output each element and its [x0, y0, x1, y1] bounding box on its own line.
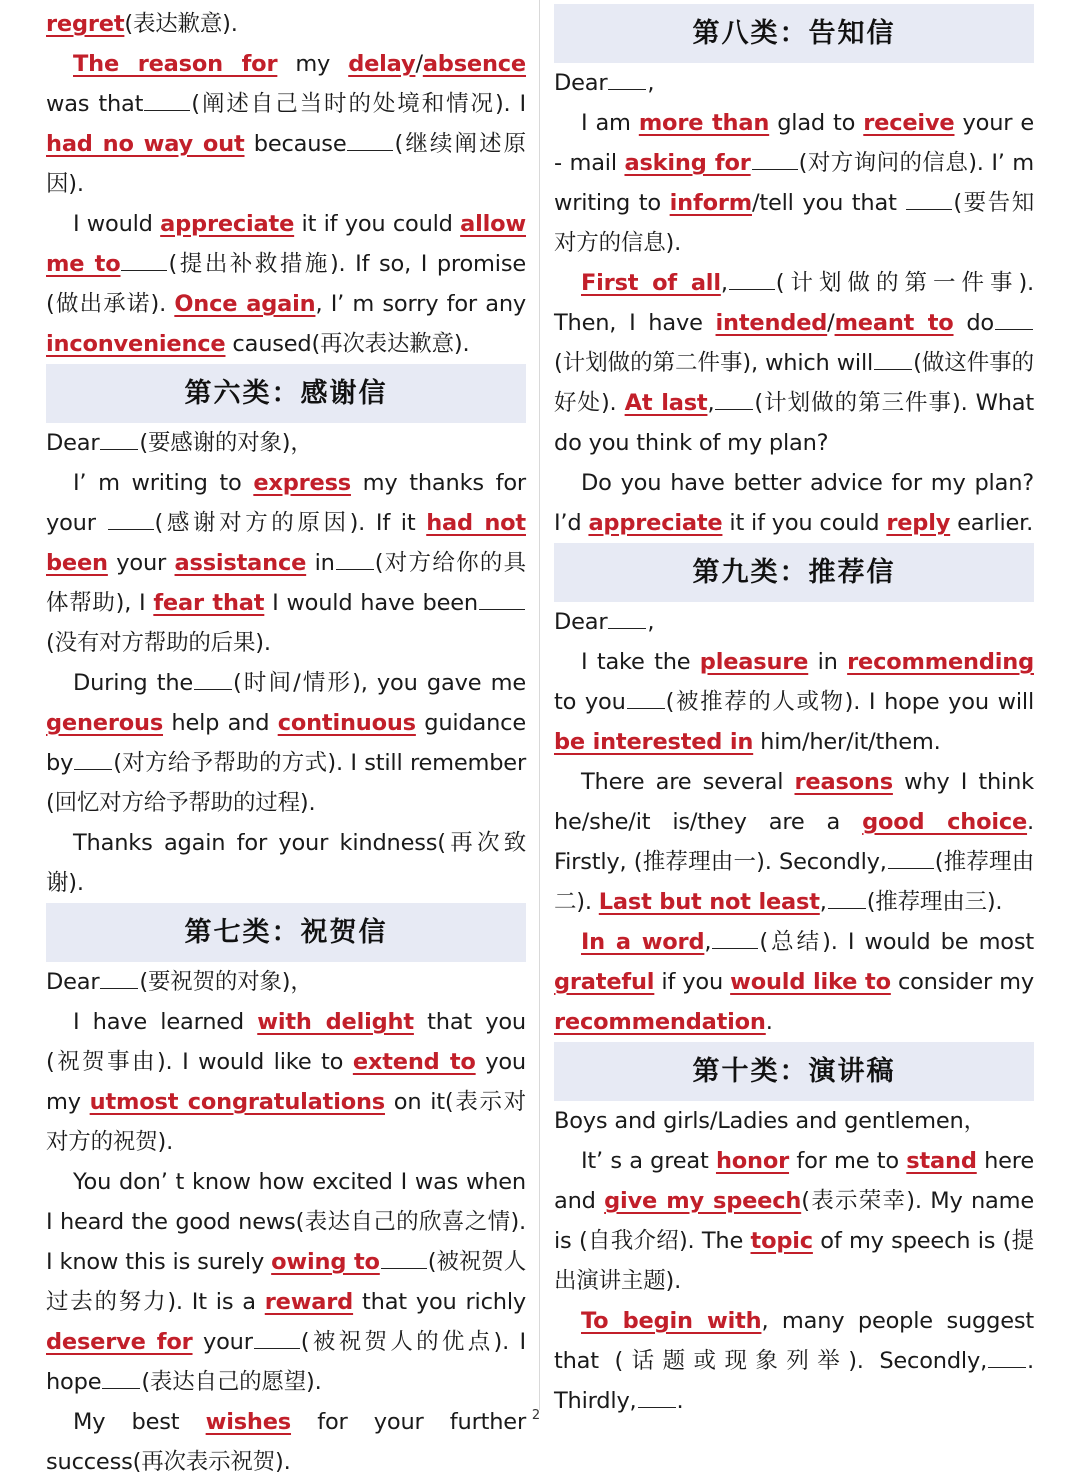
- text: that you richly: [353, 1289, 526, 1315]
- text: your: [107, 550, 175, 576]
- fill-in-blank: [888, 850, 934, 869]
- text: (被祝贺人的优点). I hope: [46, 1329, 526, 1395]
- text: Do you have better advice for my plan? I’d: [554, 470, 1034, 536]
- keyword: had not been: [46, 510, 526, 576]
- fill-in-blank: [100, 970, 138, 989]
- section-heading-speech: 第十类：演讲稿: [554, 1042, 1034, 1101]
- greeting: [46, 962, 526, 1002]
- text: Dear: [46, 969, 100, 995]
- text: Dear: [554, 609, 608, 635]
- keyword: pleasure: [699, 649, 809, 675]
- text: here and: [554, 1148, 1034, 1214]
- paragraph-thanks-reason: [46, 463, 526, 663]
- text: (推荐理由三).: [866, 889, 1003, 915]
- text: /: [415, 51, 423, 77]
- keyword: inconvenience: [46, 331, 226, 357]
- text: You don’ t know how excited I was when I heard the good news(表达自己的欣喜之情). I know this is surely: [46, 1169, 526, 1275]
- fill-in-blank: [874, 351, 912, 370]
- fill-in-blank: [336, 551, 374, 570]
- keyword: recommending: [847, 649, 1034, 675]
- text: I have learned: [73, 1009, 258, 1035]
- fill-in-blank: [906, 191, 952, 210]
- fill-in-blank: [995, 311, 1033, 330]
- text: do: [953, 310, 994, 336]
- keyword: reply: [886, 510, 951, 536]
- keyword: utmost congratulations: [89, 1089, 385, 1115]
- text: Dear: [46, 430, 100, 456]
- text: my thanks for your: [46, 470, 526, 536]
- keyword: First of all: [581, 270, 721, 296]
- text: /tell you that: [751, 190, 906, 216]
- keyword: inform: [669, 190, 752, 216]
- text: ,: [720, 270, 728, 296]
- paragraph-notice-advice: [554, 463, 1034, 543]
- text: (做这件事的好处).: [554, 350, 1034, 416]
- keyword: receive: [863, 110, 955, 136]
- paragraph-notice-plan: [554, 263, 1034, 463]
- text: was that: [46, 91, 144, 117]
- text: your e - mail: [554, 110, 1034, 176]
- keyword: with delight: [257, 1009, 414, 1035]
- keyword: stand: [906, 1148, 977, 1174]
- paragraph-apology-end: [46, 4, 526, 44]
- fill-in-blank: [608, 610, 646, 629]
- fill-in-blank: [194, 671, 232, 690]
- text: Thanks again for your kindness(再次致谢).: [46, 830, 526, 896]
- right-column: [554, 4, 1034, 1421]
- text: (要祝贺的对象)，: [139, 969, 313, 995]
- text: I would have been: [264, 590, 478, 616]
- paragraph-recommend-intro: [554, 642, 1034, 762]
- keyword: be interested in: [554, 729, 754, 755]
- keyword: absence: [422, 51, 526, 77]
- text: Boys and girls/Ladies and gentlemen，: [554, 1108, 986, 1134]
- text: (提出补救措施). If so, I promise (做出承诺).: [46, 251, 526, 317]
- fill-in-blank: [102, 1370, 140, 1389]
- fill-in-blank: [988, 1349, 1026, 1368]
- text: (对方给你的具体帮助), I: [46, 550, 526, 616]
- text: (推荐理由二).: [554, 849, 1034, 915]
- text: (计划做的第一件事). Then, I have: [554, 270, 1034, 336]
- text: , many people suggest that (话题或现象列举). Secondly,: [554, 1308, 1034, 1374]
- fill-in-blank: [74, 751, 112, 770]
- keyword: recommendation: [554, 1009, 766, 1035]
- text: I take the: [581, 649, 700, 675]
- text: (表达自己的愿望).: [141, 1369, 322, 1395]
- keyword: assistance: [174, 550, 307, 576]
- fill-in-blank: [729, 271, 775, 290]
- text: to you: [554, 689, 626, 715]
- keyword: Last but not least: [598, 889, 820, 915]
- text: your: [192, 1329, 253, 1355]
- text: why I think he/she/it is/they are a: [554, 769, 1034, 835]
- text: caused(再次表达歉意).: [225, 331, 470, 357]
- keyword: delay: [348, 51, 416, 77]
- text: (阐述自己当时的处境和情况). I: [191, 91, 526, 117]
- paragraph-thanks-again: [46, 823, 526, 903]
- keyword: regret: [46, 11, 125, 37]
- greeting: [554, 602, 1034, 642]
- text: in: [808, 649, 848, 675]
- text: ,: [647, 609, 655, 635]
- paragraph-thanks-help: [46, 663, 526, 823]
- text: (时间/情形), you gave me: [233, 670, 526, 696]
- text: for me to: [789, 1148, 907, 1174]
- page-number: 2: [531, 1408, 541, 1423]
- keyword: continuous: [277, 710, 416, 736]
- paragraph-congrats-wishes: [46, 1402, 526, 1482]
- text: ,: [707, 390, 715, 416]
- paragraph-apology-reason: [46, 44, 526, 204]
- text: . Thirdly,: [554, 1348, 1034, 1414]
- keyword: owing to: [271, 1249, 380, 1275]
- fill-in-blank: [100, 431, 138, 450]
- text: (表达歉意).: [124, 11, 238, 37]
- text: my: [277, 51, 349, 77]
- text: There are several: [581, 769, 795, 795]
- column-divider: [539, 0, 540, 1410]
- keyword: The reason for: [73, 51, 278, 77]
- text: consider my: [890, 969, 1035, 995]
- text: (对方给予帮助的方式). I still remember (回忆对方给予帮助的过程).: [46, 750, 526, 816]
- speech-greeting: [554, 1101, 1034, 1141]
- text: glad to: [769, 110, 864, 136]
- keyword: extend to: [352, 1049, 476, 1075]
- keyword: Once again: [174, 291, 316, 317]
- text: (表示荣幸). My name is (自我介绍). The: [554, 1188, 1034, 1254]
- text: for your further success(再次表示祝贺).: [46, 1409, 526, 1475]
- text: (总结). I would be most: [759, 929, 1034, 955]
- text: if you: [654, 969, 731, 995]
- fill-in-blank: [715, 391, 753, 410]
- text: /: [827, 310, 835, 336]
- text: .: [676, 1388, 684, 1414]
- fill-in-blank: [108, 511, 154, 530]
- keyword: meant to: [834, 310, 954, 336]
- text: , I’ m sorry for any: [315, 291, 526, 317]
- paragraph-recommend-reasons: [554, 762, 1034, 922]
- keyword: wishes: [205, 1409, 292, 1435]
- keyword: honor: [715, 1148, 790, 1174]
- fill-in-blank: [608, 71, 646, 90]
- text: ,: [819, 889, 827, 915]
- text: it if you could: [722, 510, 887, 536]
- text: that you (祝贺事由). I would like to: [46, 1009, 526, 1075]
- text: My best: [73, 1409, 206, 1435]
- keyword: In a word: [581, 929, 705, 955]
- text: (被祝贺人过去的努力). It is a: [46, 1249, 526, 1315]
- text: (计划做的第二件事), which will: [554, 350, 874, 376]
- fill-in-blank: [347, 132, 393, 151]
- text: you my: [46, 1049, 526, 1115]
- paragraph-speech-intro: [554, 1141, 1034, 1301]
- text: in: [306, 550, 335, 576]
- fill-in-blank: [828, 890, 866, 909]
- greeting: [46, 423, 526, 463]
- keyword: intended: [715, 310, 828, 336]
- fill-in-blank: [381, 1250, 427, 1269]
- section-heading-congratulation-letter: 第七类：祝贺信: [46, 903, 526, 962]
- text: I would: [73, 211, 161, 237]
- section-heading-notice-letter: 第八类：告知信: [554, 4, 1034, 63]
- text: ,: [647, 70, 655, 96]
- text: (计划做的第三件事). What do you think of my plan?: [554, 390, 1034, 456]
- text: (继续阐述原因).: [46, 131, 526, 197]
- text: I’ m writing to: [73, 470, 254, 496]
- text: earlier.: [950, 510, 1034, 536]
- keyword: generous: [46, 710, 164, 736]
- paragraph-congrats-excited: [46, 1162, 526, 1402]
- text: It’ s a great: [581, 1148, 716, 1174]
- keyword: had no way out: [46, 131, 245, 157]
- greeting: [554, 63, 1034, 103]
- left-column: [46, 4, 526, 1482]
- text: (被推荐的人或物). I hope you will: [665, 689, 1034, 715]
- keyword: appreciate: [588, 510, 723, 536]
- text: because: [244, 131, 347, 157]
- keyword: allow me to: [46, 211, 526, 277]
- fill-in-blank: [627, 690, 665, 709]
- section-heading-recommendation-letter: 第九类：推荐信: [554, 543, 1034, 602]
- paragraph-speech-body: [554, 1301, 1034, 1421]
- paragraph-recommend-summary: [554, 922, 1034, 1042]
- keyword: reasons: [794, 769, 893, 795]
- text: ,: [704, 929, 712, 955]
- keyword: more than: [638, 110, 770, 136]
- paragraph-congrats-reason: [46, 1002, 526, 1162]
- text: guidance by: [46, 710, 526, 776]
- text: (感谢对方的原因). If it: [154, 510, 427, 536]
- keyword: At last: [624, 390, 708, 416]
- fill-in-blank: [254, 1330, 300, 1349]
- fill-in-blank: [121, 252, 167, 271]
- text: of my speech is (提出演讲主题).: [554, 1228, 1034, 1294]
- text: .: [765, 1009, 773, 1035]
- paragraph-notice-intro: [554, 103, 1034, 263]
- section-heading-thanks-letter: 第六类：感谢信: [46, 364, 526, 423]
- keyword: fear that: [153, 590, 265, 616]
- text: I am: [581, 110, 639, 136]
- text: on it(表示对对方的祝贺).: [46, 1089, 526, 1155]
- fill-in-blank: [144, 92, 190, 111]
- fill-in-blank: [712, 930, 758, 949]
- keyword: express: [253, 470, 351, 496]
- keyword: would like to: [730, 969, 891, 995]
- text: Dear: [554, 70, 608, 96]
- keyword: asking for: [624, 150, 751, 176]
- text: (要感谢的对象)，: [139, 430, 313, 456]
- text: . Firstly, (推荐理由一). Secondly,: [554, 809, 1034, 875]
- keyword: give my speech: [604, 1188, 802, 1214]
- keyword: topic: [750, 1228, 813, 1254]
- fill-in-blank: [638, 1389, 676, 1408]
- text: it if you could: [294, 211, 461, 237]
- keyword: grateful: [554, 969, 655, 995]
- fill-in-blank: [479, 591, 525, 610]
- keyword: deserve for: [46, 1329, 193, 1355]
- text: (没有对方帮助的后果).: [46, 630, 271, 656]
- text: During the: [73, 670, 194, 696]
- text: him/her/it/them.: [753, 729, 941, 755]
- fill-in-blank: [752, 151, 798, 170]
- keyword: To begin with: [581, 1308, 762, 1334]
- text: help and: [163, 710, 278, 736]
- text: (要告知对方的信息).: [554, 190, 1034, 256]
- keyword: appreciate: [160, 211, 295, 237]
- keyword: good choice: [862, 809, 1028, 835]
- text: (对方询问的信息). I’ m writing to: [554, 150, 1035, 216]
- paragraph-apology-remedy: [46, 204, 526, 364]
- keyword: reward: [264, 1289, 354, 1315]
